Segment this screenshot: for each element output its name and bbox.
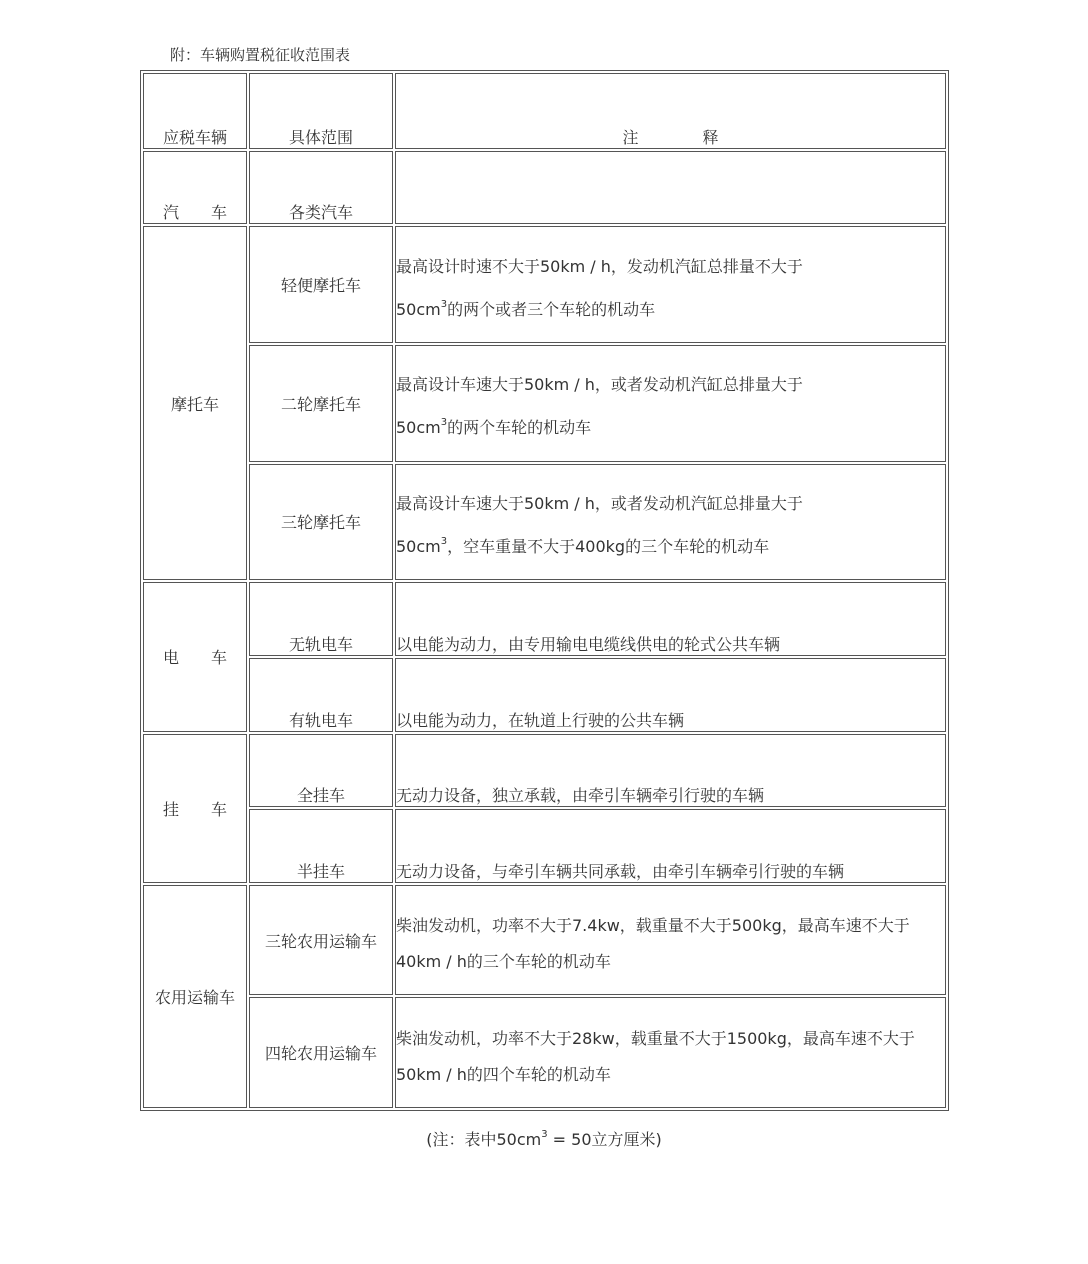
- note-text: 的两个车轮的机动车: [447, 418, 592, 438]
- note-line: 最高设计车速大于50km / h，或者发动机汽缸总排量大于: [396, 493, 803, 513]
- table-row: [143, 345, 946, 462]
- scope-full-trailer: 全挂车: [249, 734, 393, 808]
- table-footnote: [0, 1127, 1088, 1150]
- table-row: [143, 464, 946, 581]
- superscript: 3: [440, 298, 448, 310]
- note-line: 最高设计车速大于50km / h，或者发动机汽缸总排量大于: [396, 375, 803, 395]
- scope-four-wheel-farm-vehicle: 四轮农用运输车: [249, 997, 393, 1108]
- header-row: [143, 73, 946, 149]
- scope-three-wheel-motorcycle: 三轮摩托车: [249, 464, 393, 581]
- category-motorcycle: 摩托车: [143, 226, 247, 580]
- note-line: 柴油发动机，功率不大于7.4kw，载重量不大于500kg，最高车速不大于: [396, 916, 910, 936]
- header-notes: [395, 73, 946, 149]
- category-trailer-label: 挂 车: [162, 799, 227, 819]
- table-row: [143, 582, 946, 656]
- superscript: 3: [440, 535, 448, 547]
- note-line: 柴油发动机，功率不大于28kw，载重量不大于1500kg，最高车速不大于: [396, 1028, 915, 1048]
- note-text: 50cm: [396, 536, 441, 556]
- scope-trackless-tram: 无轨电车: [249, 582, 393, 656]
- category-car: [143, 151, 247, 225]
- scope-three-wheel-farm-vehicle: 三轮农用运输车: [249, 885, 393, 996]
- note-text: ，空车重量不大于400kg的三个车轮的机动车: [447, 536, 770, 556]
- note-line: 最高设计时速不大于50km / h，发动机汽缸总排量不大于: [396, 256, 803, 276]
- category-tram-label: 电 车: [162, 648, 227, 668]
- note-four-wheel-farm-vehicle: [395, 997, 946, 1108]
- tax-scope-table-wrapper: [140, 70, 949, 1111]
- scope-two-wheel-motorcycle: 二轮摩托车: [249, 345, 393, 462]
- table-row: [143, 997, 946, 1108]
- note-semi-trailer: 无动力设备，与牵引车辆共同承载，由牵引车辆牵引行驶的车辆: [395, 809, 946, 883]
- note-track-tram: 以电能为动力，在轨道上行驶的公共车辆: [395, 658, 946, 732]
- category-tram: [143, 582, 247, 731]
- note-line: [396, 406, 945, 449]
- header-taxable-vehicle: 应税车辆: [143, 73, 247, 149]
- note-line: 50km / h的四个车轮的机动车: [396, 1064, 611, 1084]
- header-notes-label: 注 释: [622, 127, 719, 147]
- table-row: [143, 809, 946, 883]
- footnote-text: (注：表中50cm: [426, 1130, 542, 1149]
- note-text: 50cm: [396, 418, 441, 438]
- scope-semi-trailer: 半挂车: [249, 809, 393, 883]
- table-row: [143, 734, 946, 808]
- note-text: 50cm: [396, 299, 441, 319]
- table-row: [143, 226, 946, 343]
- footnote-text: = 50立方厘米): [547, 1130, 662, 1149]
- note-car: [395, 151, 946, 225]
- category-car-label: 汽 车: [162, 203, 227, 223]
- table-caption: 附：车辆购置税征收范围表: [170, 46, 351, 64]
- note-full-trailer: 无动力设备，独立承载，由牵引车辆牵引行驶的车辆: [395, 734, 946, 808]
- note-two-wheel-motorcycle: [395, 345, 946, 462]
- scope-light-motorcycle: 轻便摩托车: [249, 226, 393, 343]
- note-line: [396, 288, 945, 331]
- superscript: 3: [541, 1129, 548, 1140]
- table-row: [143, 658, 946, 732]
- note-trackless-tram: 以电能为动力，由专用输电电缆线供电的轮式公共车辆: [395, 582, 946, 656]
- superscript: 3: [440, 417, 448, 429]
- note-line: 40km / h的三个车轮的机动车: [396, 952, 611, 972]
- note-three-wheel-farm-vehicle: [395, 885, 946, 996]
- category-farm-vehicle: 农用运输车: [143, 885, 247, 1108]
- table-row: [143, 151, 946, 225]
- note-text: 的两个或者三个车轮的机动车: [447, 299, 656, 319]
- tax-scope-table: [140, 70, 949, 1111]
- note-light-motorcycle: [395, 226, 946, 343]
- table-row: [143, 885, 946, 996]
- header-specific-scope: 具体范围: [249, 73, 393, 149]
- note-three-wheel-motorcycle: [395, 464, 946, 581]
- note-line: [396, 525, 945, 568]
- scope-track-tram: 有轨电车: [249, 658, 393, 732]
- scope-all-cars: 各类汽车: [249, 151, 393, 225]
- category-trailer: [143, 734, 247, 883]
